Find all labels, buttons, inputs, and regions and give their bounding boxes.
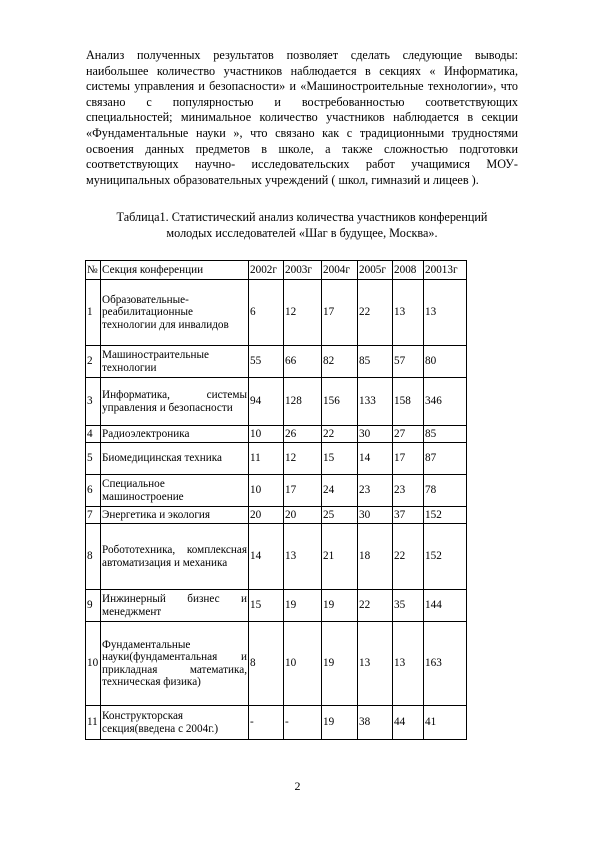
value-cell: 18 bbox=[358, 524, 393, 590]
value-cell: 30 bbox=[358, 426, 393, 443]
value-cell: 23 bbox=[358, 475, 393, 507]
value-cell: 10 bbox=[249, 426, 284, 443]
value-cell: 6 bbox=[249, 280, 284, 346]
value-cell: 24 bbox=[322, 475, 358, 507]
table-row bbox=[86, 443, 467, 475]
table-row bbox=[86, 475, 467, 507]
value-cell: 25 bbox=[322, 507, 358, 524]
table-row bbox=[86, 590, 467, 622]
row-number-cell: 4 bbox=[86, 426, 101, 443]
header-cell: 20013г bbox=[424, 261, 467, 280]
value-cell: 14 bbox=[358, 443, 393, 475]
value-cell: - bbox=[284, 706, 322, 740]
table-row bbox=[86, 524, 467, 590]
value-cell: 57 bbox=[393, 346, 424, 378]
value-cell: 20 bbox=[284, 507, 322, 524]
value-cell: 66 bbox=[284, 346, 322, 378]
value-cell: 27 bbox=[393, 426, 424, 443]
value-cell: 26 bbox=[284, 426, 322, 443]
row-number-cell: 8 bbox=[86, 524, 101, 590]
value-cell: 13 bbox=[424, 280, 467, 346]
table-row bbox=[86, 426, 467, 443]
section-name-cell: Робототехника, комплексная автоматизация и механика bbox=[101, 524, 249, 590]
header-cell: 2003г bbox=[284, 261, 322, 280]
table-row bbox=[86, 346, 467, 378]
header-cell: 2005г bbox=[358, 261, 393, 280]
value-cell: 14 bbox=[249, 524, 284, 590]
value-cell: 85 bbox=[358, 346, 393, 378]
value-cell: 144 bbox=[424, 590, 467, 622]
row-number-cell: 11 bbox=[86, 706, 101, 740]
value-cell: 44 bbox=[393, 706, 424, 740]
row-number-cell: 7 bbox=[86, 507, 101, 524]
table-caption-line-2: молодых исследователей «Шаг в будущее, Москва». bbox=[166, 225, 438, 240]
participants-table bbox=[85, 260, 467, 740]
row-number-cell: 2 bbox=[86, 346, 101, 378]
value-cell: 13 bbox=[393, 622, 424, 706]
value-cell: 85 bbox=[424, 426, 467, 443]
value-cell: 13 bbox=[393, 280, 424, 346]
table-caption-line-1: Таблица1. Статистический анализ количества участников конференций bbox=[116, 210, 488, 224]
row-number-cell: 10 bbox=[86, 622, 101, 706]
value-cell: 163 bbox=[424, 622, 467, 706]
value-cell: 20 bbox=[249, 507, 284, 524]
value-cell: 22 bbox=[358, 590, 393, 622]
value-cell: 156 bbox=[322, 378, 358, 426]
value-cell: 11 bbox=[249, 443, 284, 475]
value-cell: 10 bbox=[284, 622, 322, 706]
value-cell: 41 bbox=[424, 706, 467, 740]
value-cell: 17 bbox=[322, 280, 358, 346]
header-cell: 2002г bbox=[249, 261, 284, 280]
value-cell: 21 bbox=[322, 524, 358, 590]
value-cell: 37 bbox=[393, 507, 424, 524]
value-cell: 12 bbox=[284, 280, 322, 346]
value-cell: 38 bbox=[358, 706, 393, 740]
value-cell: 82 bbox=[322, 346, 358, 378]
table-caption bbox=[86, 210, 518, 241]
row-number-cell: 5 bbox=[86, 443, 101, 475]
value-cell: 19 bbox=[322, 706, 358, 740]
value-cell: 15 bbox=[249, 590, 284, 622]
table-row bbox=[86, 378, 467, 426]
intro-paragraph: Анализ полученных результатов позволяет сделать следующие выводы: наибольшее количество участников наблюдается в секциях « Информатика, системы управления и безопасности» и «Машиностроительные технологии», что связано с популярностью и востребованностью соответствующих специальностей; минимальное количество участников наблюдается в секции «Фундаментальные науки », что связано как с традиционными трудностями освоения данных предметов в школе, а также сложностью подготовки соответствующих научно- исследовательских работ учащимися МОУ-муниципальных образовательных учреждений ( школ, гимназий и лицеев ). bbox=[86, 48, 518, 187]
section-name-cell: Конструкторская секция(введена с 2004г.) bbox=[101, 706, 249, 740]
value-cell: 19 bbox=[284, 590, 322, 622]
value-cell: 30 bbox=[358, 507, 393, 524]
row-number-cell: 9 bbox=[86, 590, 101, 622]
section-name-cell: Биомедицинская техника bbox=[101, 443, 249, 475]
value-cell: 17 bbox=[284, 475, 322, 507]
table-body bbox=[86, 280, 467, 740]
value-cell: 158 bbox=[393, 378, 424, 426]
header-cell: № bbox=[86, 261, 101, 280]
section-name-cell: Радиоэлектроника bbox=[101, 426, 249, 443]
value-cell: 19 bbox=[322, 622, 358, 706]
value-cell: 78 bbox=[424, 475, 467, 507]
header-cell: 2004г bbox=[322, 261, 358, 280]
section-name-cell: Энергетика и экология bbox=[101, 507, 249, 524]
value-cell: 35 bbox=[393, 590, 424, 622]
value-cell: 87 bbox=[424, 443, 467, 475]
value-cell: 80 bbox=[424, 346, 467, 378]
row-number-cell: 1 bbox=[86, 280, 101, 346]
value-cell: 346 bbox=[424, 378, 467, 426]
value-cell: 152 bbox=[424, 507, 467, 524]
section-name-cell: Фундаментальные науки(фундаментальная и прикладная математика, техническая физика) bbox=[101, 622, 249, 706]
section-name-cell: Специальное машиностроение bbox=[101, 475, 249, 507]
table-row bbox=[86, 280, 467, 346]
header-cell: 2008 bbox=[393, 261, 424, 280]
table-row bbox=[86, 622, 467, 706]
row-number-cell: 3 bbox=[86, 378, 101, 426]
value-cell: 22 bbox=[358, 280, 393, 346]
value-cell: 8 bbox=[249, 622, 284, 706]
value-cell: 152 bbox=[424, 524, 467, 590]
value-cell: 13 bbox=[358, 622, 393, 706]
value-cell: 55 bbox=[249, 346, 284, 378]
table-row bbox=[86, 507, 467, 524]
value-cell: 12 bbox=[284, 443, 322, 475]
row-number-cell: 6 bbox=[86, 475, 101, 507]
section-name-cell: Машинострaительные технологии bbox=[101, 346, 249, 378]
value-cell: 22 bbox=[393, 524, 424, 590]
table-header-row bbox=[86, 261, 467, 280]
value-cell: 22 bbox=[322, 426, 358, 443]
value-cell: 133 bbox=[358, 378, 393, 426]
value-cell: - bbox=[249, 706, 284, 740]
table-row bbox=[86, 706, 467, 740]
section-name-cell: Инжинерный бизнес и менеджмент bbox=[101, 590, 249, 622]
value-cell: 23 bbox=[393, 475, 424, 507]
section-name-cell: Образовательные-реабилитационные технологии для инвалидов bbox=[101, 280, 249, 346]
value-cell: 13 bbox=[284, 524, 322, 590]
value-cell: 19 bbox=[322, 590, 358, 622]
value-cell: 94 bbox=[249, 378, 284, 426]
page-number: 2 bbox=[294, 779, 301, 793]
value-cell: 17 bbox=[393, 443, 424, 475]
value-cell: 128 bbox=[284, 378, 322, 426]
value-cell: 15 bbox=[322, 443, 358, 475]
header-cell: Секция конференции bbox=[101, 261, 249, 280]
section-name-cell: Информатика, системы управления и безопасности bbox=[101, 378, 249, 426]
value-cell: 10 bbox=[249, 475, 284, 507]
